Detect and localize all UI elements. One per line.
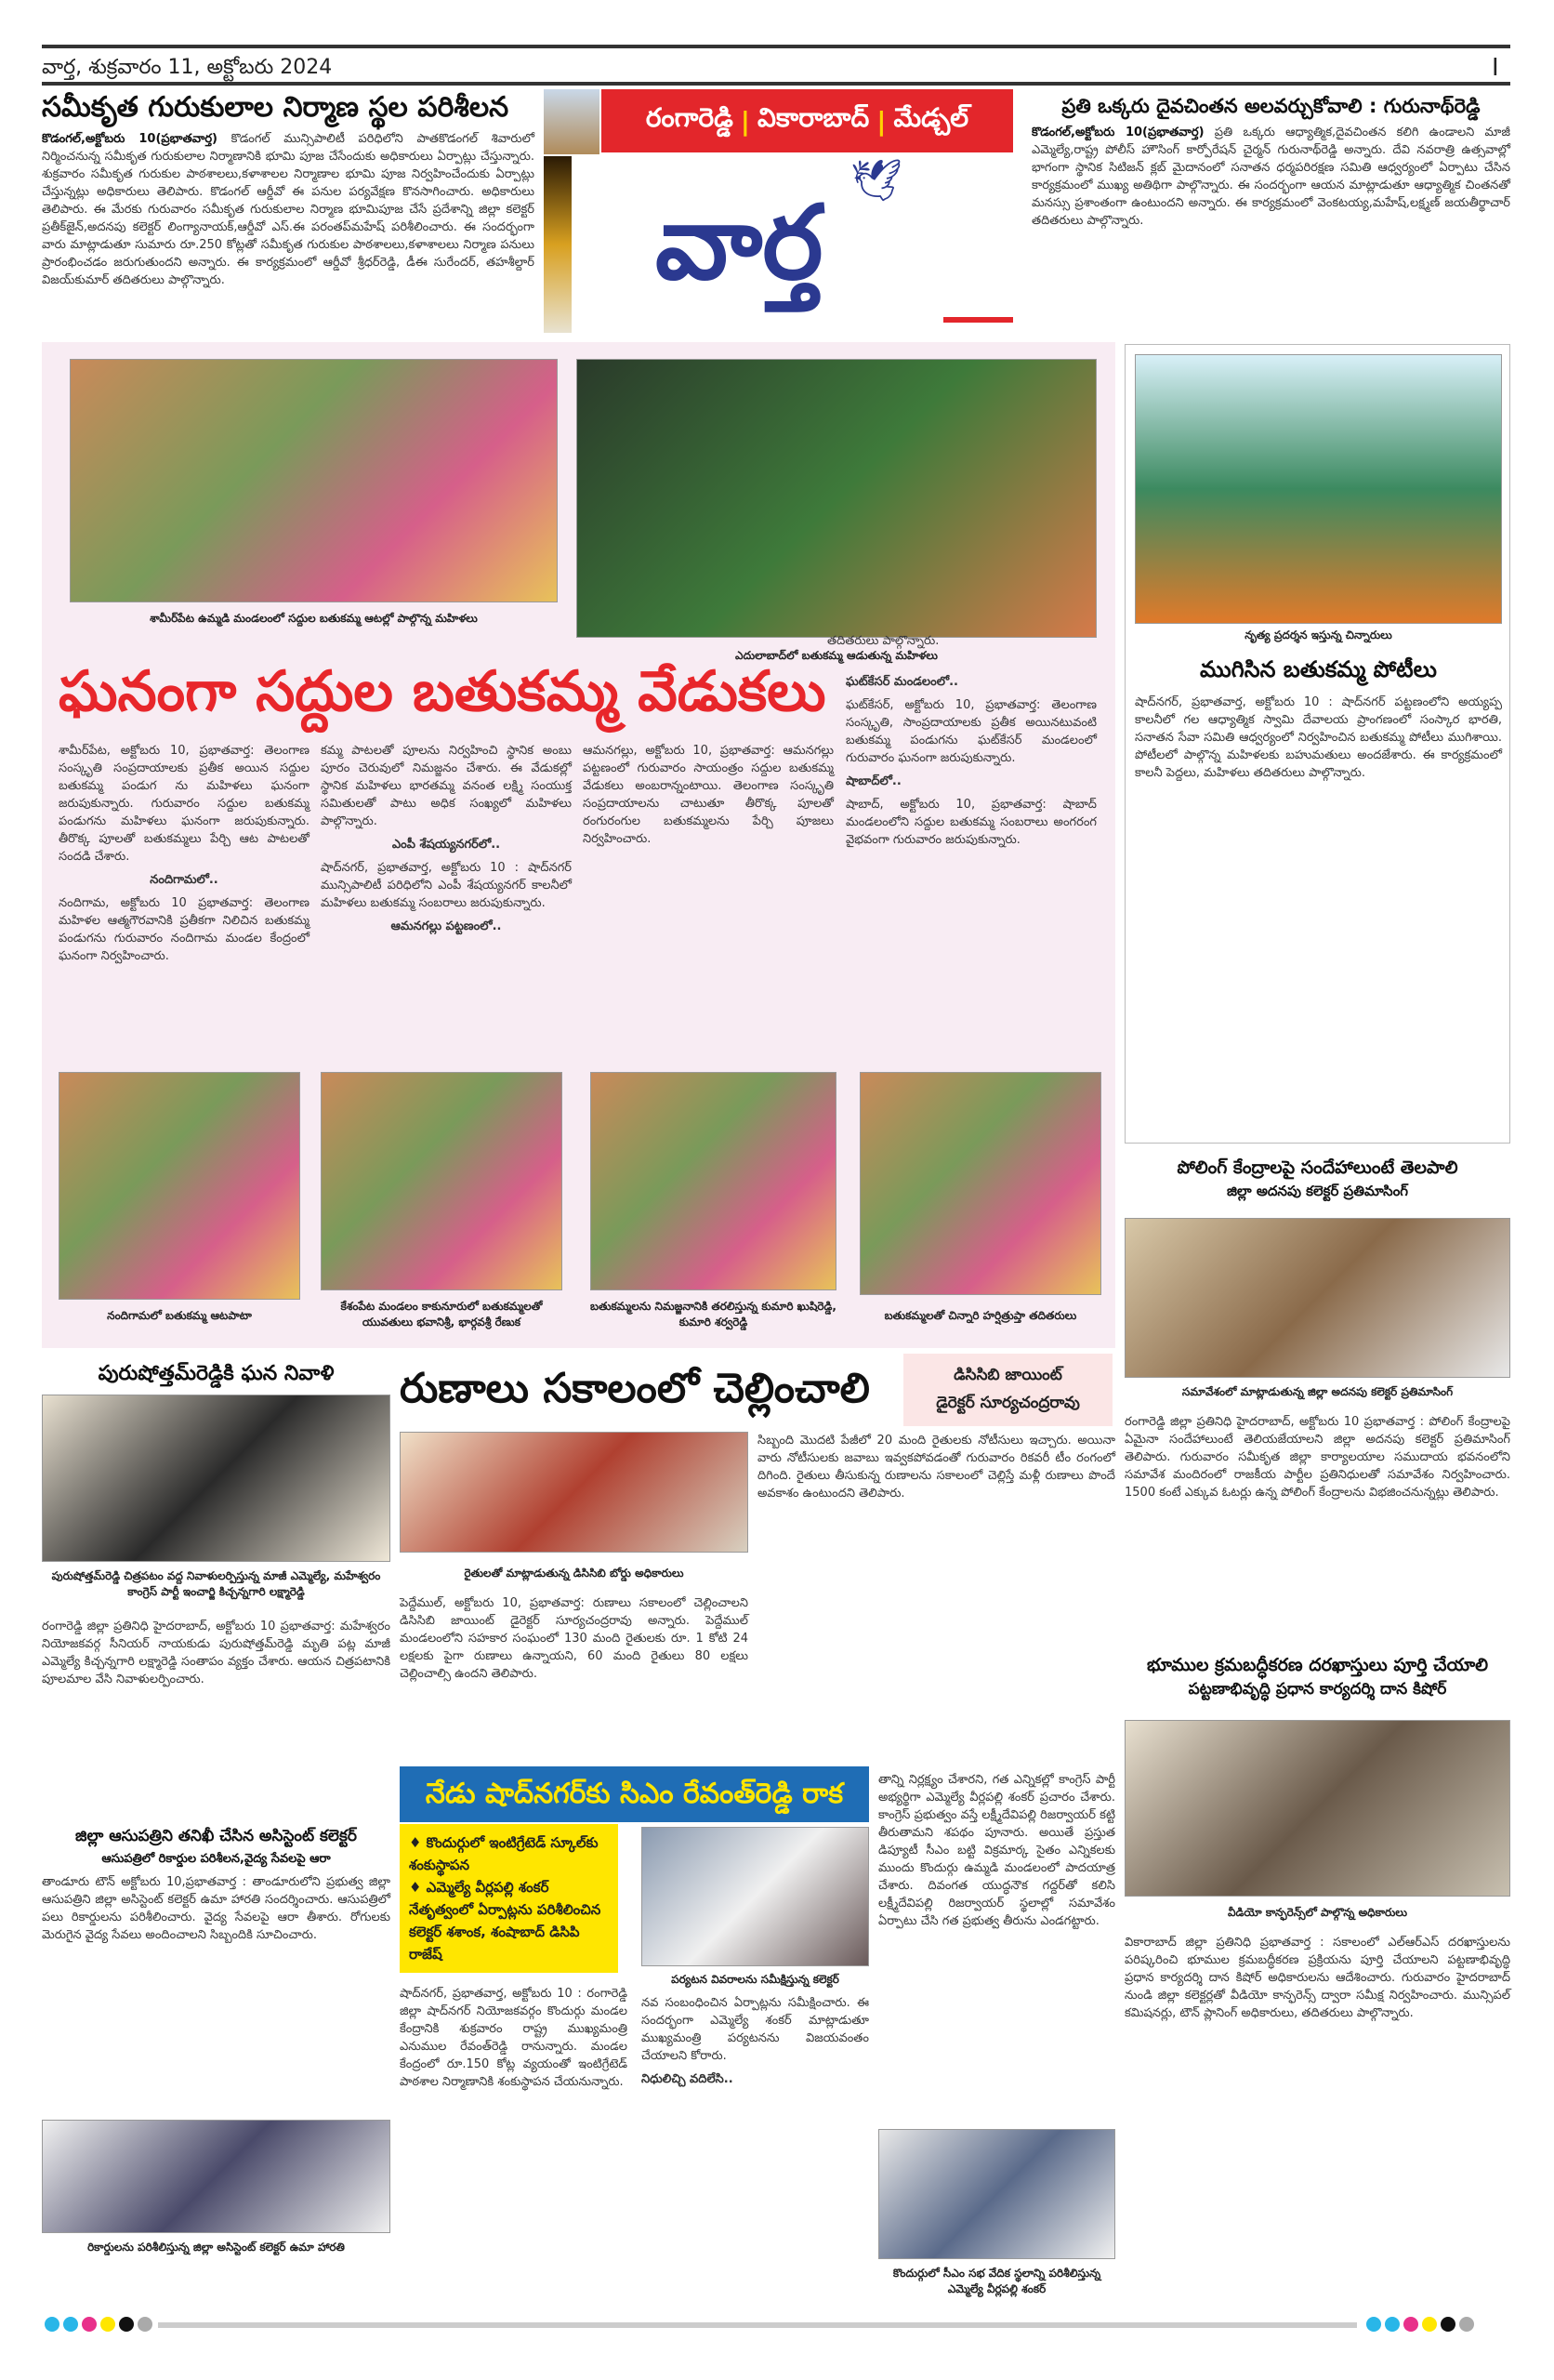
body: కొడంగల్ మున్సిపాలిటీ పరిధిలోని పాతకొడంగల్ శివారులో నిర్మించనున్న సమీకృత గురుకులాల నిర్మాణానికి భూమి పూజ చేసేందుకు అధికారులు ఏర్పాట్లు చేస్తున్నారు. శుక్రవారం సమీకృత గురుకుల పాఠశాలలు,కళాశాలల నిర్మాణాల భూమి పూజ నిర్వహించేందుకు ఏర్పాట్లు చేస్తున్నట్లు అధికారులు తెలిపారు. కొడంగల్ ఆర్డీవో ఈ పనుల పర్యవేక్షణ కొనసాగించారు. అధికారులు తెలిపారు. ఈ మేరకు గురువారం సమీకృత గురుకులాల నిర్మాణ భూమిపూజ చేసే ప్రదేశాన్ని జిల్లా కలెక్టర్ ప్రతీక్‌జైన్,అదనపు కలెక్టర్ లింగ్యానాయక్,ఆర్డీవో ఎస్.ఈ పరంతప్‌మహేష్ పరిశీలించారు. ఈ సందర్భంగా వారు మాట్లాడుతూ సుమారు రూ.250 కోట్లతో సమీకృత గురుకుల పాఠశాలలు,కళాశాలలు నిర్మాణ పనులు ప్రారంభించడం జరుగుతుందని అన్నారు. ఈ కార్యక్రమంలో ఆర్డీవో శ్రీధర్‌రెడ్డి, డీఈ సురేందర్, తహశీల్దార్ విజయ్‌కుమార్ తదితరులు పాల్గొన్నారు. bbox=[42, 132, 534, 287]
subhead: ఆసుపత్రిలో రికార్డుల పరిశీలన,వైద్య సేవలపై ఆరా bbox=[101, 1852, 331, 1866]
byline-line: డిసిసిబి జాయింట్ bbox=[954, 1366, 1062, 1384]
byline-line: డైరెక్టర్ సూర్యచంద్రరావు bbox=[936, 1394, 1080, 1412]
body: షాద్‌నగర్, ప్రభాతవార్త, అక్టోబరు 10 : షాద్‌నగర్ పట్టణంలోని అయ్యప్ప కాలనీలో గల ఆధ్యాత్మిక స్వామి దేవాలయ ప్రాంగణంలో సంస్కార భారతి, సనాతన సేవా సమితి ఆధ్వర్యంలో నిర్వహించిన బతుకమ్మ పోటీలు ముగిశాయి. పోటీలలో పాల్గొన్న మహిళలకు బహుమతులు అందజేశారు. ఈ కార్యక్రమంలో కాలనీ పెద్దలు, మహిళలు తదితరులు పాల్గొన్నారు. bbox=[1135, 695, 1502, 780]
article-gurunath bbox=[1032, 95, 1510, 230]
body: పెద్దేముల్, అక్టోబరు 10, ప్రభాతవార్త: రుణాలు సకాలంలో చెల్లించాలని డిసిసిబి జాయింట్ డైరెక్టర్ సూర్యచంద్రరావు అన్నారు. పెద్దేముల్ మండలంలోని సహకార సంఘంలో 130 మంది రైతులకు రూ. 1 కోటి 24 లక్షలకు పైగా రుణాలు ఉన్నాయని, 60 మంది రైతులు 80 లక్షలు చెల్లించాల్సి ఉందని తెలిపారు. bbox=[400, 1596, 748, 1681]
deity-image bbox=[544, 156, 572, 333]
photo-women-bathukamma bbox=[70, 359, 558, 602]
headline: సమీకృత గురుకులాల నిర్మాణ స్థల పరిశీలన bbox=[42, 91, 509, 124]
temple-image bbox=[544, 89, 599, 154]
photo bbox=[59, 1072, 300, 1300]
caption: రికార్డులను పరిశీలిస్తున్న జిల్లా అసిస్టెంట్ కలెక్టర్ ఉమా హారతి bbox=[87, 2241, 345, 2254]
dateline: వార్త, శుక్రవారం 11, అక్టోబరు 2024 bbox=[42, 56, 333, 79]
body: రంగారెడ్డి జిల్లా ప్రతినిధి హైదరాబాద్, అక్టోబరు 10 ప్రభాతవార్త : పోలింగ్ కేంద్రాలపై ఏమైనా సందేహాలుంటే తెలియజేయాలని జిల్లా అదనపు కలెక్టర్ ప్రతిమాసింగ్ తెలిపారు. గురువారం సమీకృత జిల్లా కార్యాలయాల సముదాయ భవనంలోని సమావేశ మందిరంలో రాజకీయ పార్టీల ప్రతినిధులతో సమావేశం నిర్వహించారు. 1500 కంటే ఎక్కువ ఓటర్లు ఉన్న పోలింగ్ కేంద్రాలను విభజించనున్నట్లు తెలిపారు. bbox=[1125, 1415, 1510, 1500]
caption: నందిగామలో బతుకమ్మ ఆటపాటా bbox=[107, 1309, 252, 1322]
subhead: నందిగామలో.. bbox=[150, 873, 218, 887]
body: వికారాబాద్ జిల్లా ప్రతినిధి ప్రభాతవార్త : సకాలంలో ఎల్‌ఆర్‌ఎస్ దరఖాస్తులను పరిష్కరించి భూముల క్రమబద్ధీకరణ ప్రక్రియను పూర్తి చేయాలని పట్టణాభివృద్ధి ప్రధాన కార్యదర్శి దాన కిషోర్ అధికారులను ఆదేశించారు. గురువారం హైదరాబాద్ నుండి జిల్లా కలెక్టర్లతో వీడియో కాన్ఫరెన్స్ ద్వారా సమీక్ష నిర్వహించారు. మున్సిపల్ కమిషనర్లు, టౌన్ ప్లానింగ్ అధికారులు, తదితరులు పాల్గొన్నారు. bbox=[1125, 1936, 1510, 2020]
headline: పురుషోత్తమ్‌రెడ్డికి ఘన నివాళి bbox=[98, 1362, 335, 1385]
page-number: I bbox=[1492, 54, 1499, 82]
photo-edulabad bbox=[576, 359, 1097, 638]
headline: నేడు షాద్‌నగర్‌కు సిఎం రేవంత్‌రెడ్డి రాక bbox=[400, 1766, 869, 1822]
footer-bar bbox=[158, 2322, 1357, 2328]
dateline: కొడంగల్,అక్టోబరు 10(ప్రభాతవార్త) bbox=[42, 132, 217, 146]
logo-underline bbox=[943, 317, 1013, 323]
masthead bbox=[544, 89, 1013, 336]
photo-sabha-site bbox=[878, 2129, 1115, 2259]
article-competition bbox=[1125, 344, 1510, 1144]
subhead: షాబాద్‌లో.. bbox=[846, 774, 902, 788]
bathukamma-section bbox=[42, 342, 1115, 1348]
body: తాన్ని నిర్లక్ష్యం చేశారని, గత ఎన్నికల్లో కాంగ్రెస్ పార్టీ అభ్యర్థిగా ఎమ్మెల్యే వీర్లపల్లి శంకర్ ప్రచారం చేశారు. కాంగ్రెస్ ప్రభుత్వం వస్తే లక్ష్మీదేవిపల్లి రిజర్వాయర్ కట్టి తీరుతామని శపథం పూనారు. అయితే ప్రస్తుత డిప్యూటీ సీఎం బట్టి విక్రమార్క సైతం ఎన్నికలకు ముందు కొందుర్గు ఉమ్మడి మండలంలో పాదయాత్ర చేశారు. దివంగత యుద్ధనౌక గద్దర్‌తో కలిసి లక్ష్మీదేవిపల్లి రిజర్వాయర్ స్థలాల్లో సమావేశం ఏర్పాటు చేసి గత ప్రభుత్వ తీరును ఎండగట్టారు. bbox=[878, 1773, 1115, 1928]
body: ప్రతి ఒక్కరు ఆధ్యాత్మిక,దైవచింతన కలిగి ఉండాలని మాజీ ఎమ్మెల్యే,రాష్ట్ర పోలీస్ హౌసింగ్ కార్పోరేషన్ చైర్మన్ గురునాథ్‌రెడ్డి అన్నారు. దేవి నవరాత్రి ఉత్సవాల్లో భాగంగా స్థానిక సిటిజన్ క్లబ్ మైదానంలో సనాతన ధర్మపరిరక్షణ సమితి ఆధ్వర్యంలో ఏర్పాటు చేసిన కార్యక్రమంలో ముఖ్య అతిథిగా పాల్గొన్నారు. ఈ సందర్భంగా ఆయన మాట్లాడుతూ ఆధ్యాత్మిక చింతనతో మనస్సు ప్రశాంతంగా ఉంటుందని అన్నారు. ఈ కార్యక్రమంలో వెంకటయ్య,మహేష్,లక్ష్మణ్ జయతీర్థాచార్ తదితరులు పాల్గొన్నారు. bbox=[1032, 126, 1510, 229]
dateline: కొడంగల్,అక్టోబరు 10(ప్రభాతవార్త) bbox=[1032, 126, 1205, 140]
photo bbox=[590, 1072, 836, 1290]
headline: జిల్లా ఆసుపత్రిని తనిఖీ చేసిన అసిస్టెంట్ కలెక్టర్ bbox=[75, 1827, 357, 1845]
bullet-text: కొందుర్గులో ఇంటిగ్రేటెడ్ స్కూల్‌కు శంకుస్థాపన bbox=[409, 1834, 599, 1873]
text: నందిగామ, అక్టోబరు 10 ప్రభాతవార్త: తెలంగాణ మహిళల ఆత్మగౌరవానికి ప్రతీకగా నిలిచిన బతుకమ్మ పండుగను గురువారం నందిగామ మండల కేంద్రంలో ఘనంగా నిర్వహించారు. bbox=[59, 896, 309, 963]
text: ఘట్‌కేసర్, అక్టోబరు 10, ప్రభాతవార్త: తెలంగాణ సంస్కృతి, సాంప్రదాయాలకు ప్రతీక అయినటువంటి బతుకమ్మ పండుగను ఘట్‌కేసర్ మండలంలో గురువారం ఘనంగా జరుపుకున్నారు. bbox=[846, 698, 1097, 765]
text: కమ్మ పాటలతో పూలను నిర్వహించి స్థానిక అంబు పూరం చెరువులో నిమజ్జనం చేశారు. ఈ వేడుకల్లో స్థానిక మహిళలు భారతమ్మ వనంత లక్ష్మి సంయుక్త సమితులతో పాటు అధిక సంఖ్యలో మహిళలు పాల్గొన్నారు. bbox=[321, 744, 572, 828]
highlights-box bbox=[400, 1824, 618, 1973]
photo-collector bbox=[641, 1827, 869, 1966]
article-polling bbox=[1125, 1157, 1510, 1199]
text: ఆమనగల్లు, అక్టోబరు 10, ప్రభాతవార్త: ఆమనగల్లు పట్టణంలో గురువారం సాయంత్రం సద్దుల బతుకమ్మ వేడుకలు అంబరాన్నంటాయి. తెలంగాణ సంస్కృతి సంప్రదాయాలను చాటుతూ తీరొక్క పూలతో రంగురంగుల బతుకమ్మలను పేర్చి పూజలు నిర్వహించారు. bbox=[583, 744, 834, 846]
body: తాండూరు టౌన్ అక్టోబరు 10,ప్రభాతవార్త : తాండూరులోని ప్రభుత్వ జిల్లా ఆసుపత్రిని జిల్లా అసిస్టెంట్ కలెక్టర్ ఉమా హారతి సందర్శించారు. ఆసుపత్రిలో పలు రికార్డులను పరిశీలించారు. వైద్య సేవలపై ఆరా తీశారు. రోగులకు మెరుగైన వైద్య సేవలు అందించాలని సిబ్బందికి సూచించారు. bbox=[42, 1875, 390, 1942]
caption: పర్యటన వివరాలను సమీక్షిస్తున్న కలెక్టర్ bbox=[671, 1973, 839, 1986]
caption: రైతులతో మాట్లాడుతున్న డిసిసిబి బోర్డు అధికారులు bbox=[464, 1567, 684, 1580]
body: రంగారెడ్డి జిల్లా ప్రతినిధి హైదరాబాద్, అక్టోబరు 10 ప్రభాతవార్త: మహేశ్వరం నియోజకవర్గ సీనియర్ నాయకుడు పురుషోత్తమ్‌రెడ్డి మృతి పట్ల మాజీ ఎమ్మెల్యే కిచ్చన్నగారి లక్ష్మారెడ్డి సంతాపం వ్యక్తం చేశారు. ఆయన చిత్రపటానికి పూలమాల వేసి నివాళులర్పించారు. bbox=[42, 1620, 390, 1686]
caption: కేశంపేట మండలం కాకునూరులో బతుకమ్మలతో యువతులు భవానిశ్రీ, భార్గవశ్రీ రేణుక bbox=[340, 1300, 543, 1329]
body: నవ సంబంధించిన ఏర్పాట్లను సమీక్షించారు. ఈ సందర్భంగా ఎమ్మెల్యే శంకర్ మాట్లాడుతూ ముఖ్యమంత్రి పర్యటనను విజయవంతం చేయాలని కోరారు. bbox=[641, 1996, 869, 2063]
photo-farmers bbox=[400, 1432, 748, 1553]
bullet-text: ఎమ్మెల్యే వీర్లపల్లి శంకర్ నేతృత్వంలో ఏర్పాట్లను పరిశీలించిన కలెక్టర్ శశాంక, శంషాబాద్ డిసిపి రాజేష్ bbox=[409, 1879, 601, 1963]
subhead: పట్టణాభివృద్ధి ప్రధాన కార్యదర్శి దాన కిషోర్ bbox=[1188, 1679, 1447, 1699]
color-registration-marks-right bbox=[1366, 2317, 1478, 2335]
photo-tribute bbox=[42, 1395, 390, 1562]
photo-dance bbox=[1135, 354, 1502, 624]
headline: రుణాలు సకాలంలో చెల్లించాలి bbox=[400, 1365, 870, 1412]
text: తదితరులు పాల్గొన్నారు. bbox=[827, 634, 940, 648]
subhead: ఆమనగల్లు పట్టణంలో.. bbox=[390, 919, 502, 933]
text: షాద్‌నగర్, ప్రభాతవార్త, అక్టోబరు 10 : షాద్‌నగర్ మున్సిపాలిటీ పరిధిలోని ఎంపీ శేషయ్యనగర్ కాలనీలో మహిళలు బతుకమ్మ సంబరాలు జరుపుకున్నారు. bbox=[321, 861, 572, 910]
body: సిబ్బంది మొదటి పేజీలో 20 మంది రైతులకు నోటీసులు ఇచ్చారు. అయినా వారు నోటీసులకు జవాబు ఇవ్వకపోవడంతో గురువారం రికవరీ టీం రంగంలో దిగింది. రైతులు తీసుకున్న రుణాలను సకాలంలో చెల్లిస్తే మళ్లీ రుణాలు పొందే అవకాశం ఉంటుందని తెలిపారు. bbox=[757, 1434, 1115, 1501]
article-lands bbox=[1125, 1655, 1510, 1699]
district-bar: రంగారెడ్డి | వికారాబాద్ | మేడ్చల్ bbox=[601, 89, 1013, 152]
headline: భూముల క్రమబద్ధీకరణ దరఖాస్తులు పూర్తి చేయాలి bbox=[1146, 1655, 1489, 1675]
subhead: ఎంపీ శేషయ్యనగర్‌లో.. bbox=[391, 838, 501, 852]
subhead: ఘట్‌కేసర్ మండలంలో.. bbox=[846, 675, 958, 689]
subhead: నిధులిచ్చి వదిలేసి.. bbox=[641, 2072, 733, 2086]
subhead: జిల్లా అదనపు కలెక్టర్ ప్రతిమాసింగ్ bbox=[1226, 1182, 1409, 1199]
caption: కొందుర్గులో సీఎం సభ వేదిక స్థలాన్ని పరిశీలిస్తున్న ఎమ్మెల్యే వీర్లపల్లి శంకర్ bbox=[892, 2267, 1101, 2295]
text: శామీర్‌పేట, అక్టోబరు 10, ప్రభాతవార్త: తెలంగాణ సంస్కృతి సంప్రదాయాలకు ప్రతీక అయిన సద్దుల బతుకమ్మ పండుగ ను మహిళలు ఘనంగా జరుపుకున్నారు. గురువారం సద్దుల బతుకమ్మ పండుగను మహిళలు ఘనంగా జరుపుకున్నారు. తీరొక్క పూలతో బతుకమ్మలు పేర్చి ఆట పాటలతో సందడి చేశారు. bbox=[59, 744, 309, 864]
headline: ప్రతి ఒక్కరు దైవచింతన అలవర్చుకోవాలి : గురునాథ్‌రెడ్డి bbox=[1061, 95, 1481, 117]
top-rule bbox=[42, 45, 1510, 48]
caption: శామీర్‌పేట ఉమ్మడి మండలంలో సద్దుల బతుకమ్మ ఆటల్లో పాల్గొన్న మహిళలు bbox=[150, 612, 478, 625]
dove-icon: 🕊 bbox=[850, 157, 902, 205]
caption: నృత్య ప్రదర్శన ఇస్తున్న చిన్నారులు bbox=[1245, 628, 1392, 641]
bullet: ♦ కొందుర్గులో ఇంటిగ్రేటెడ్ స్కూల్‌కు శంకుస్థాపన bbox=[409, 1834, 599, 1873]
caption: బతుకమ్మలను నిమజ్జనానికి తరలిస్తున్న కుమారి ఖుషిరెడ్డి, కుమారి శర్వరెడ్డి bbox=[590, 1300, 836, 1329]
text: షాబాద్, అక్టోబరు 10, ప్రభాతవార్త: షాబాద్ మండలంలోని సద్దుల బతుకమ్మ సంబరాలు అంగరంగ వైభవంగా గురువారం జరుపుకున్నారు. bbox=[846, 798, 1097, 847]
byline-box bbox=[903, 1354, 1113, 1426]
district-vikarabad: వికారాబాద్ bbox=[757, 102, 870, 133]
body: షాద్‌నగర్, ప్రభాతవార్త, అక్టోబరు 10 : రంగారెడ్డి జిల్లా షాద్‌నగర్ నియోజకవర్గం కొందుర్గు మండల కేంద్రానికి శుక్రవారం రాష్ట్ర ముఖ్యమంత్రి ఎనుముల రేవంత్‌రెడ్డి రానున్నారు. మండల కేంద్రంలో రూ.150 కోట్ల వ్యయంతో ఇంటిగ్రేటెడ్ పాఠశాల నిర్మాణానికి శంకుస్థాపన చేయనున్నారు. bbox=[400, 1987, 627, 2089]
caption: ఎదులాబాద్‌లో బతుకమ్మ ఆడుతున్న మహిళలు bbox=[735, 649, 938, 662]
headline: ఘనంగా సద్దుల బతుకమ్మ వేడుకలు bbox=[59, 659, 826, 724]
headline: పోలింగ్ కేంద్రాలపై సందేహాలుంటే తెలపాలి bbox=[1177, 1157, 1458, 1178]
photo bbox=[321, 1072, 562, 1290]
caption: సమావేశంలో మాట్లాడుతున్న జిల్లా అదనపు కలెక్టర్ ప్రతిమాసింగ్ bbox=[1181, 1385, 1454, 1398]
caption: వీడియో కాన్ఫరెన్స్‌లో పాల్గొన్న అధికారులు bbox=[1228, 1906, 1407, 1919]
photo-video-conference bbox=[1125, 1720, 1510, 1897]
caption: బతుకమ్మలతో చిన్నారి హర్షిత్రుప్తా తదితరులు bbox=[884, 1309, 1077, 1322]
article-gurukul bbox=[42, 91, 534, 289]
district-medchal: మేడ్చల్ bbox=[893, 102, 969, 133]
district-rangareddy: రంగారెడ్డి bbox=[645, 102, 733, 133]
bullet: ♦ ఎమ్మెల్యే వీర్లపల్లి శంకర్ నేతృత్వంలో ఏర్పాట్లను పరిశీలించిన కలెక్టర్ శశాంక, శంషాబాద్ డిసిపి రాజేష్ bbox=[409, 1879, 601, 1963]
photo bbox=[860, 1072, 1101, 1295]
logo: వార్త bbox=[655, 183, 823, 302]
headline: ముగిసిన బతుకమ్మ పోటీలు bbox=[1200, 656, 1437, 682]
photo-meeting bbox=[1125, 1218, 1510, 1378]
photo-hospital bbox=[42, 2120, 390, 2233]
color-registration-marks-left bbox=[45, 2317, 156, 2335]
header-rule bbox=[42, 82, 1510, 86]
caption: పురుషోత్తమ్‌రెడ్డి చిత్రపటం వద్ద నివాళులర్పిస్తున్న మాజీ ఎమ్మెల్యే, మహేశ్వరం కాంగ్రెస్ పార్టీ ఇంచార్జి కిచ్చన్నగారి లక్ష్మారెడ్డి bbox=[51, 1569, 381, 1598]
